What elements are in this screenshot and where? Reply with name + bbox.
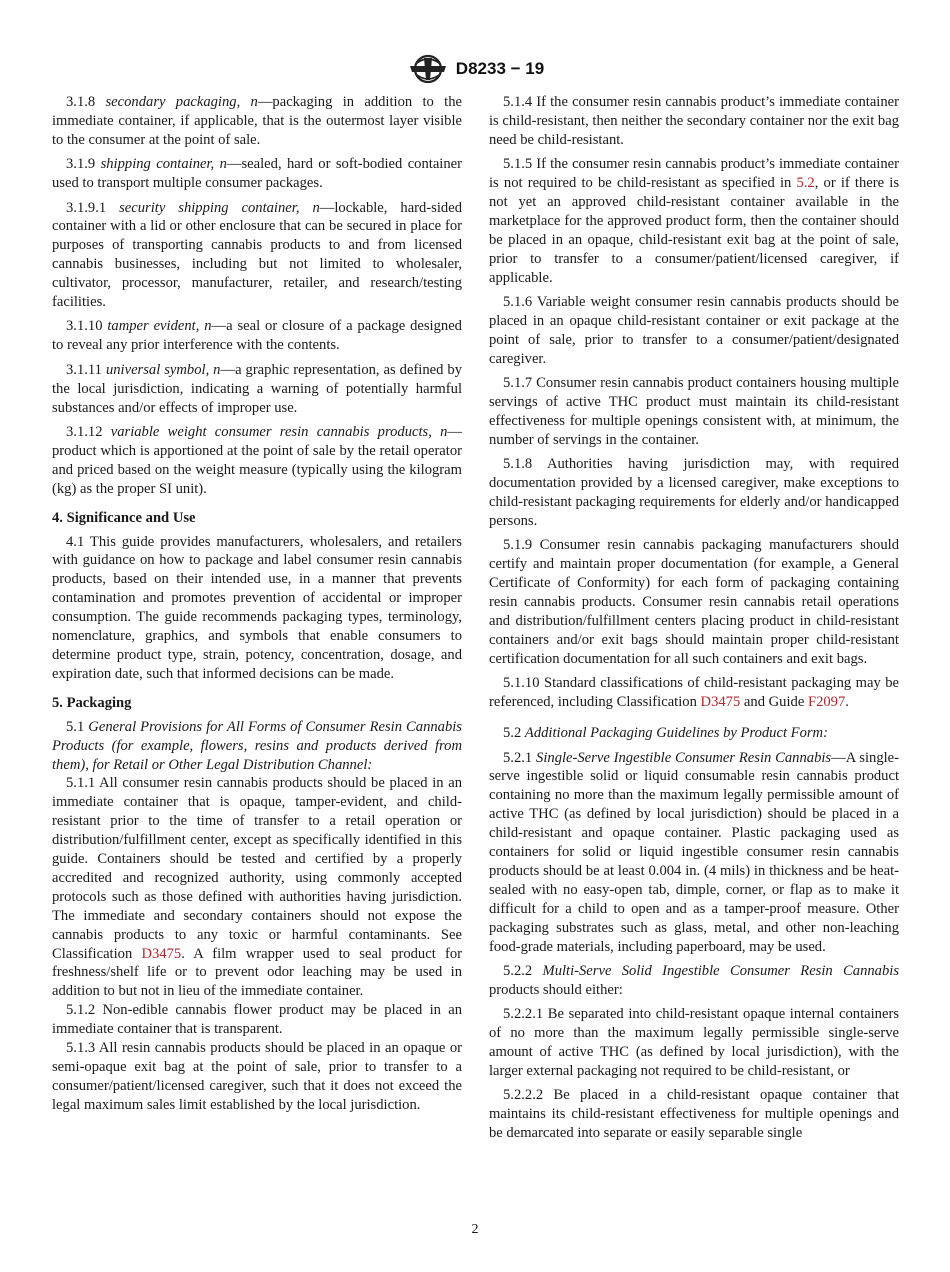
right-column [489,93,899,1149]
clause-5-2-2: 5.2.2 Multi-Serve Solid Ingestible Consumer Resin Cannabis products should either: [489,962,899,998]
clause-4-1: 4.1 This guide provides manufacturers, wholesalers, and retailers with guidance on how to package and label consumer resin cannabis products, based on their intended use, in a manner that prevents contamination and promotes prevention of accidental or improper consumption. The guide recommends packaging types, terminology, nomenclature, graphics, and symbols that enable consumers to determine product type, strain, potency, concentration, dosage, and expiration date, such that informed decisions can be made. [52,533,462,682]
clause-5-2-1: 5.2.1 Single-Serve Ingestible Consumer Resin Cannabis—A single-serve ingestible solid or liquid consumable resin cannabis product containing no more than the maximum legally permissible amount of active THC (as defined by local jurisdiction) should be placed in a child-resistant and opaque container. Plastic packaging used as containers for solid or liquid ingestible consumer resin cannabis products should be at least 0.004 in. (4 mils) in thickness and be heat-sealed with no easy-open tab, dimple, corner, or flap as to make it difficult for a child to open and as a tamper-proof measure. Other packaging substrates such as glass, metal, and other non-leaching food-grade materials, including paperboard, may be used. [489,749,900,955]
page-number: 2 [471,1222,479,1237]
reference-link-f2097[interactable]: F2097 [807,694,846,711]
clause-3-1-10: 3.1.10 tamper evident, n—a seal or closure of a package designed to reveal any prior interference with the contents. [52,318,462,354]
reference-link-d3475[interactable]: D3475 [700,694,741,711]
reference-link-5-2[interactable]: 5.2 [796,175,815,192]
clause-5-1-10: 5.1.10 Standard classifications of child-resistant packaging may be referenced, including Classification D3475 and Guide F2097. [489,675,899,711]
left-column [52,93,462,1115]
clause-5-1-4: 5.1.4 If the consumer resin cannabis product’s immediate container is child-resistant, then neither the secondary container nor the exit bag need be child-resistant. [489,94,899,148]
clause-5-1-6: 5.1.6 Variable weight consumer resin cannabis products should be placed in an opaque child-resistant container or exit package at the point of sale, prior to transfer to a consumer/patient/designated caregiver. [489,294,899,367]
clause-3-1-8: 3.1.8 secondary packaging, n—packaging in addition to the immediate container, if applicable, that is the outermost layer visible to the consumer at the point of sale. [52,94,462,148]
clause-5-1-3: 5.1.3 All resin cannabis products should be placed in an opaque or semi-opaque exit bag at the point of sale, prior to transfer to a consumer/patient/licensed caregiver, such that it does not exceed the legal maximum sales limit established by the local jurisdiction. [52,1040,462,1113]
clause-5-1: 5.1 General Provisions for All Forms of Consumer Resin Cannabis Products (for example, flowers, resins and products derived from them), for Retail or Other Legal Distribution Channel: [52,718,462,773]
clause-5-2-2-1: 5.2.2.1 Be separated into child-resistant opaque internal containers of no more than the maximum legally permissible single-serve amount of active THC (as defined by local jurisdiction), with the larger external packaging not required to be child-resistant, or [489,1006,899,1079]
clause-5-1-9: 5.1.9 Consumer resin cannabis packaging manufacturers should certify and maintain proper documentation (for example, a General Certificate of Conformity) for each form of packaging containing resin cannabis products. Consumer resin cannabis retail operations and distribution/fulfillment centers placing product in child-resistant containers and/or exit bags should maintain proper child-resistant certification documentation for all such containers and exit bags. [489,537,899,667]
reference-link-d3475[interactable]: D3475 [141,945,182,962]
standard-designation: D8233 − 19 [455,59,545,78]
clause-5-2-2-2: 5.2.2.2 Be placed in a child-resistant opaque container that maintains its child-resistant effectiveness for multiple openings and be demarcated into separate or easily separable single [489,1087,899,1142]
page-header [0,52,950,86]
clause-3-1-11: 3.1.11 universal symbol, n—a graphic representation, as defined by the local jurisdiction, indicating a warning of potentially harmful substances and/or effects of improper use. [52,361,462,416]
clause-3-1-9: 3.1.9 shipping container, n—sealed, hard or soft-bodied container used to transport multiple consumer packages. [52,156,462,192]
section-heading-5: 5. Packaging [52,694,132,711]
clause-5-2: 5.2 Additional Packaging Guidelines by Product Form: [503,725,828,742]
clause-3-1-9-1: 3.1.9.1 security shipping container, n—lockable, hard-sided container with a lid or other enclosure that can be secured in place for purposes of transporting cannabis products to and from licensed cannabis businesses, including but not limited to wholesaler, cultivator, processor, manufacturer, retailer, and research/testing facilities. [52,199,462,311]
clause-5-1-5: 5.1.5 If the consumer resin cannabis product’s immediate container is not required to be child-resistant as specified in 5.2, or if there is not yet an approved child-resistant container available in the marketplace for the approved product form, then the container should be placed in an opaque, child-resistant exit bag at the point of sale, prior to transfer to a consumer/patient/licensed caregiver, if applicable. [489,156,899,286]
section-heading-4: 4. Significance and Use [52,509,196,526]
clause-5-1-7: 5.1.7 Consumer resin cannabis product containers housing multiple servings of active THC product must maintain its child-resistant effectiveness for multiple openings consistent with, at minimum, the number of servings in the container. [489,375,899,448]
clause-5-1-2: 5.1.2 Non-edible cannabis flower product may be placed in an immediate container that is transparent. [52,1002,462,1038]
clause-5-1-8: 5.1.8 Authorities having jurisdiction may, with required documentation provided by a licensed caregiver, make exceptions to child-resistant packaging requirements for elderly and/or handicapped persons. [489,456,899,530]
astm-logo-icon [406,54,450,84]
clause-3-1-12: 3.1.12 variable weight consumer resin cannabis products, n—product which is apportioned at the point of sale by the retail operator and priced based on the weight measure (typically using the kilogram (kg) as the proper SI unit). [52,424,462,497]
clause-5-1-1: 5.1.1 All consumer resin cannabis products should be placed in an immediate container that is opaque, tamper-evident, and child-resistant prior to the time of transfer to a retail operation or distribution/fulfillment center, except as specifically identified in this guide. Containers should be tested and certified by a properly accredited and recognized authority, using commonly accepted protocols such as those defined with authorities having jurisdiction. The immediate and secondary containers should not expose the cannabis products to any toxic or harmful contaminants. See Classification D3475. A film wrapper used to seal product for freshness/shelf life or to prevent odor leaching may be used in addition to but not in lieu of the immediate container. [52,775,462,1000]
